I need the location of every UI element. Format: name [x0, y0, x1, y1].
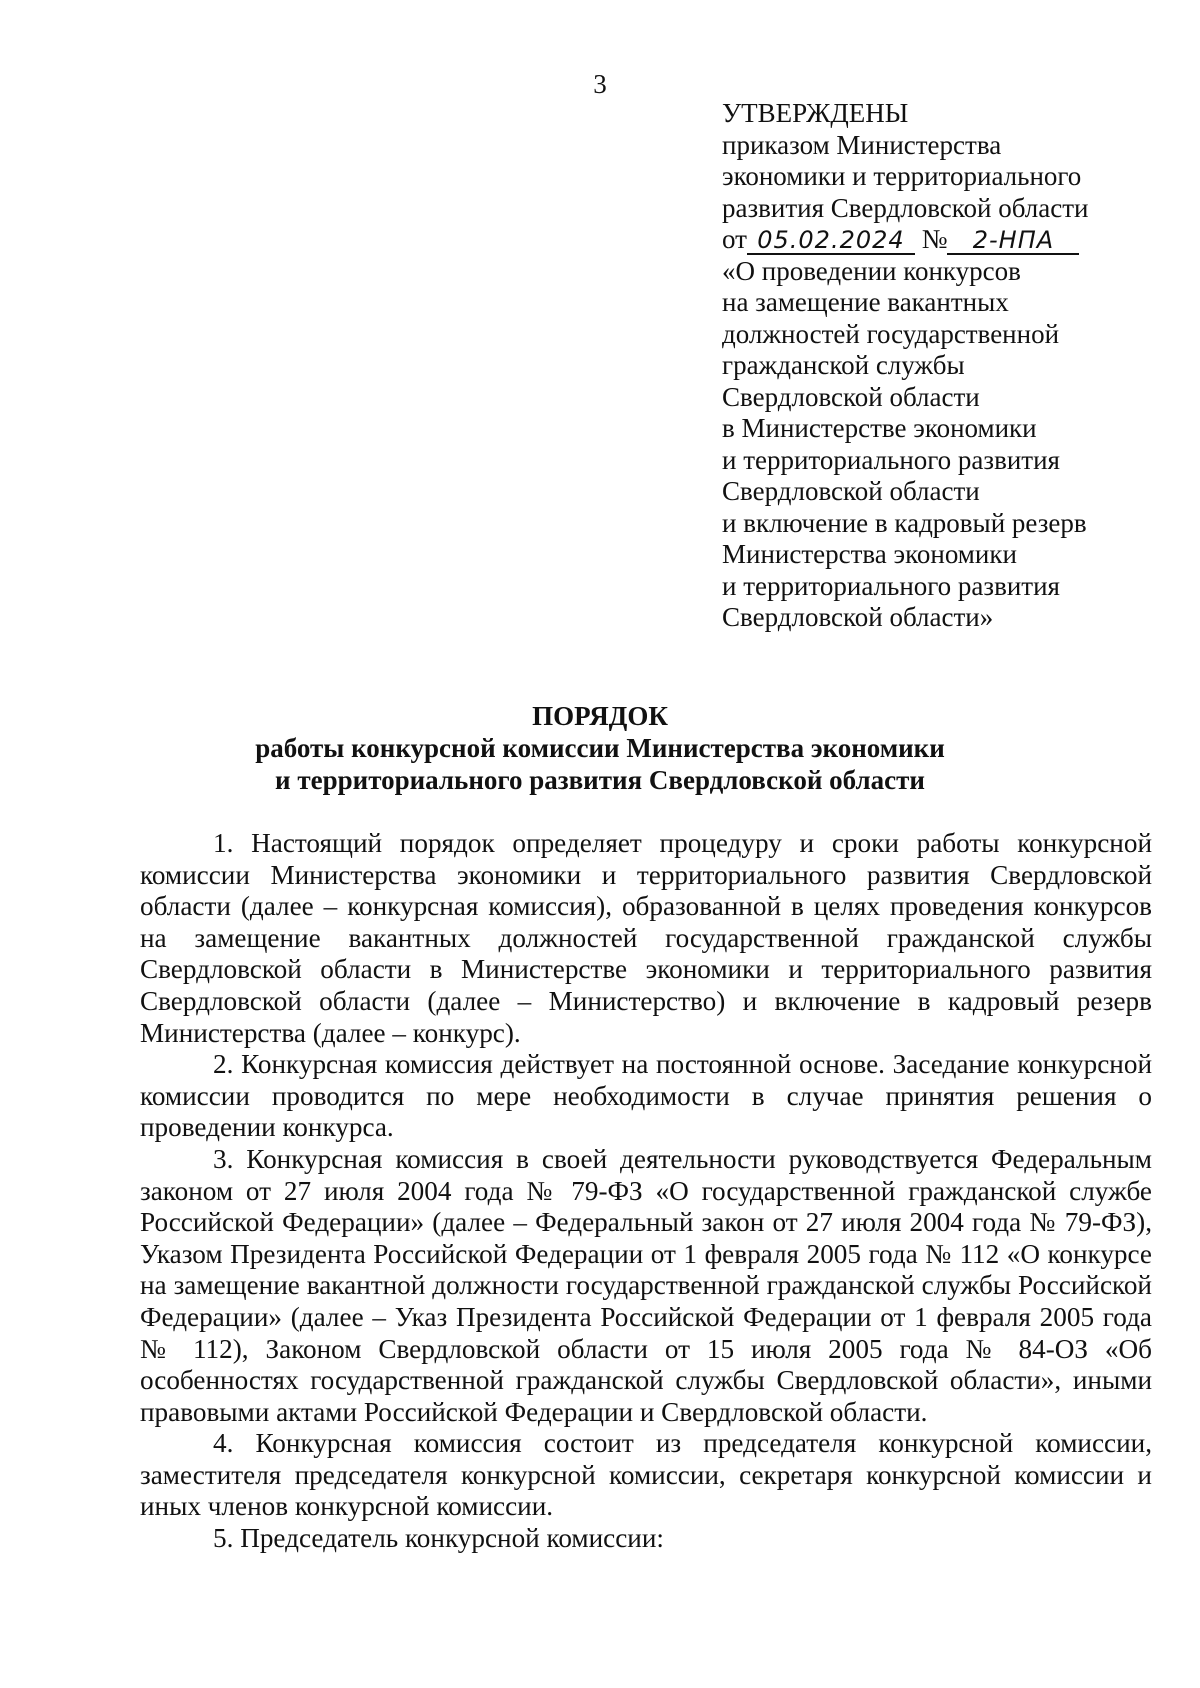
approval-block: [722, 98, 1162, 634]
order-title-line: Свердловской области»: [722, 602, 994, 632]
order-title-line: Свердловской области: [722, 476, 980, 506]
handwritten-order-number: 2-НПА: [947, 227, 1079, 255]
approval-line: экономики и территориального: [722, 161, 1082, 191]
order-title-line: Свердловской области: [722, 381, 980, 412]
order-date-number-line: [722, 224, 1162, 256]
paragraph-3: 3. Конкурсная комиссия в своей деятельности руководствуется Федеральным законом от 27 июля 2004 года № 79-ФЗ «О государственной гражданской службе Российской Федерации» (далее – Федеральный закон от 27 июля 2004 года № 79-ФЗ), Указом Президента Российской Федерации от 1 февраля 2005 года № 112 «О конкурсе на замещение вакантной должности государственной гражданской службы Российской Федерации» (далее – Указ Президента Российской Федерации от 1 февраля 2005 года № 112), Законом Свердловской области от 15 июля 2005 года № 84-ОЗ «Об особенностях государственной гражданской службы Свердловской области», иными правовыми актами Российской Федерации и Свердловской области.: [140, 1143, 1152, 1427]
document-heading: [0, 700, 1200, 796]
order-title-line: Министерства экономики: [722, 539, 1017, 569]
order-title-line: и территориального развития: [722, 570, 1060, 601]
order-title-line: на замещение вакантных: [722, 287, 1009, 317]
paragraph-1: 1. Настоящий порядок определяет процедуру и сроки работы конкурсной комиссии Министерства экономики и территориального развития Свердловской области (далее – конкурсная комиссия), образованной в целях проведения конкурсов на замещение вакантных должностей государственной гражданской службы Свердловской области в Министерстве экономики и территориального развития Свердловской области (далее – Министерство) и включение в кадровый резерв Министерства (далее – конкурс).: [140, 828, 1152, 1048]
order-title-line: в Министерстве экономики: [722, 413, 1037, 443]
handwritten-order-date: 05.02.2024: [747, 227, 915, 255]
order-title-line: должностей государственной: [722, 318, 1060, 349]
document-body: [140, 828, 1152, 1555]
page-number: 3: [593, 69, 607, 99]
order-title-line: «О проведении конкурсов: [722, 255, 1021, 286]
approval-title: УТВЕРЖДЕНЫ: [722, 98, 909, 128]
heading-title: ПОРЯДОК: [532, 701, 668, 731]
order-prefix: от: [722, 224, 747, 254]
paragraph-5: 5. Председатель конкурсной комиссии:: [213, 1523, 664, 1554]
order-number-sign: №: [921, 224, 948, 254]
approval-line: приказом Министерства: [722, 129, 1002, 160]
heading-line: и территориального развития Свердловской области: [275, 765, 925, 795]
heading-line: работы конкурсной комиссии Министерства экономики: [255, 733, 945, 763]
order-title-line: и территориального развития: [722, 444, 1060, 475]
approval-line: развития Свердловской области: [722, 192, 1089, 223]
order-title-line: гражданской службы: [722, 350, 965, 380]
paragraph-2: 2. Конкурсная комиссия действует на постоянной основе. Заседание конкурсной комиссии проводится по мере необходимости в случае принятия решения о проведении конкурса.: [140, 1049, 1152, 1143]
paragraph-4: 4. Конкурсная комиссия состоит из председателя конкурсной комиссии, заместителя председателя конкурсной комиссии, секретаря конкурсной комиссии и иных членов конкурсной комиссии.: [140, 1428, 1152, 1522]
order-title-line: и включение в кадровый резерв: [722, 507, 1087, 538]
